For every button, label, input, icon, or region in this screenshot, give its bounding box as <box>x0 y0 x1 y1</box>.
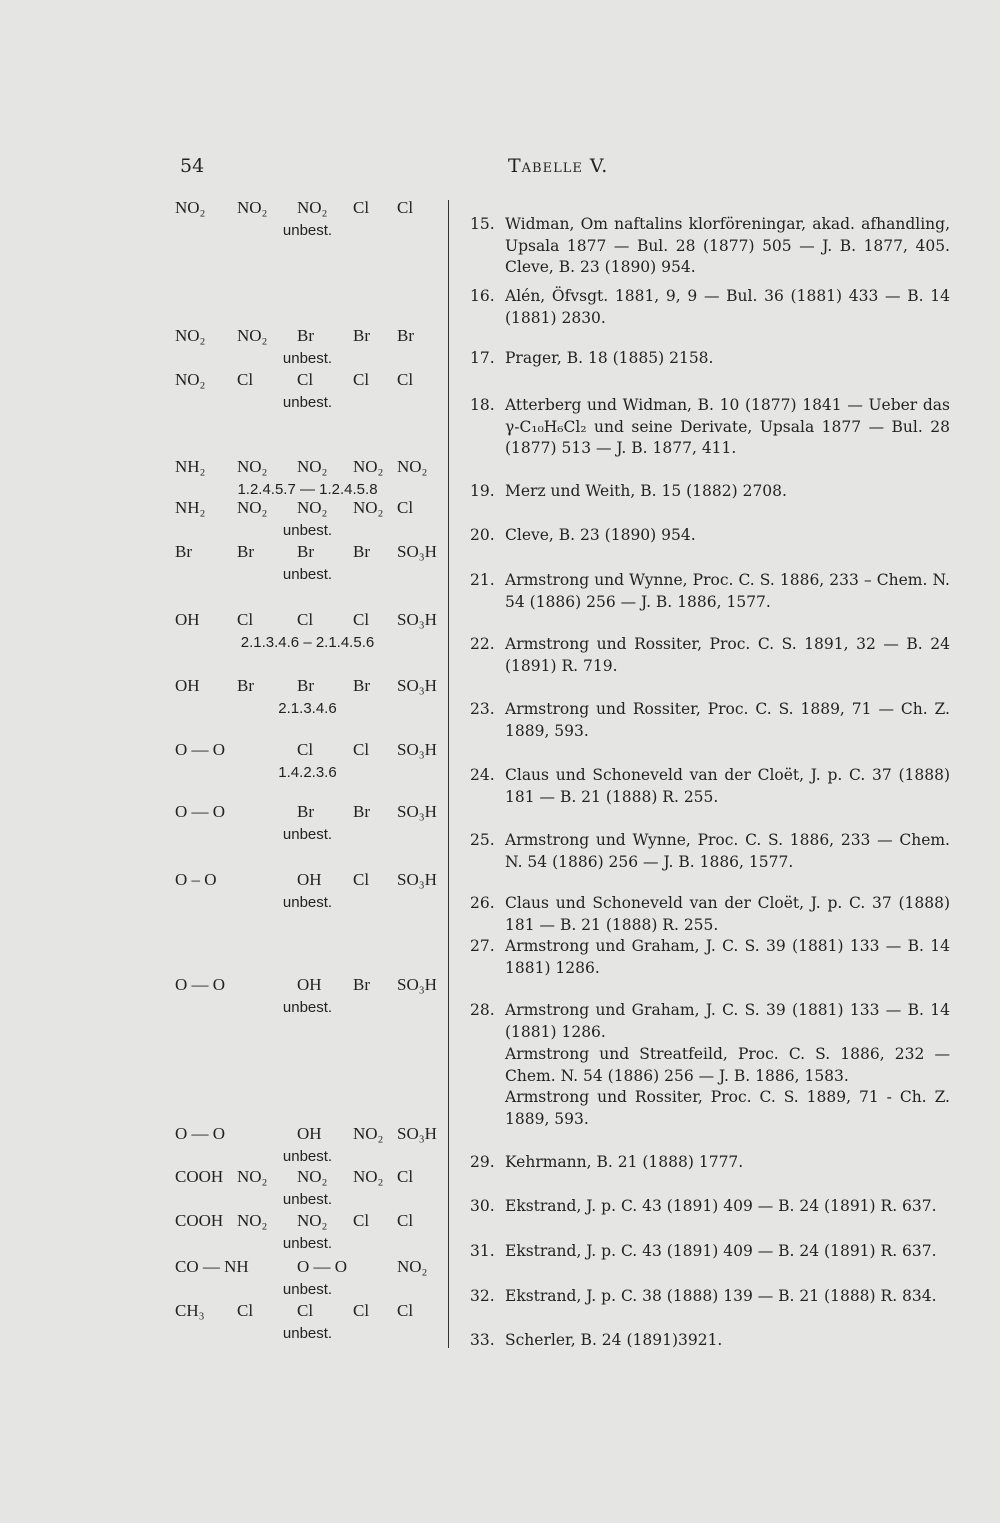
formula-cell: Cl <box>353 610 370 629</box>
formula-cell: Cl <box>297 370 314 389</box>
reference-text: Armstrong und Rossiter, Proc. C. S. 1891, 32 — B. 24 (1891) R. 719. <box>505 635 950 675</box>
formula-cell: Br <box>353 676 370 695</box>
formula-cell: Br <box>353 975 370 994</box>
reference-number: 15. <box>470 215 495 233</box>
formula-row <box>175 975 440 999</box>
formula-cell: SO₃H <box>397 542 437 561</box>
formula-cell: Cl <box>353 870 370 889</box>
reference-text: Ekstrand, J. p. C. 43 (1891) 409 — B. 24 (1891) R. 637. <box>505 1197 937 1215</box>
reference-text: Ekstrand, J. p. C. 38 (1888) 139 — B. 21 (1888) R. 834. <box>505 1287 937 1305</box>
formula-row <box>175 676 440 700</box>
formula-cell: Cl <box>237 610 254 629</box>
formula-cell: SO₃H <box>397 802 437 821</box>
formula-cell: OH <box>297 1124 322 1143</box>
formula-cell: Cl <box>353 1211 370 1230</box>
formula-cell: SO₃H <box>397 1124 437 1143</box>
reference-number: 24. <box>470 766 495 784</box>
page-number: 54 <box>180 155 205 177</box>
reference-number: 29. <box>470 1153 495 1171</box>
reference-text: Armstrong und Streatfeild, Proc. C. S. 1886, 232 — Chem. N. 54 (1886) 256 — J. B. 1886, 1583. <box>505 1045 950 1085</box>
formula-cell: SO₃H <box>397 610 437 629</box>
formula-row <box>175 610 440 634</box>
formula-cell: NO₂ <box>237 457 268 476</box>
reference-text: Ekstrand, J. p. C. 43 (1891) 409 — B. 24 (1891) R. 637. <box>505 1242 937 1260</box>
formula-cell: COOH <box>175 1211 224 1230</box>
formula-cell: NO₂ <box>353 498 384 517</box>
formula-note: unbest. <box>282 1235 333 1252</box>
formula-note: unbest. <box>282 826 333 843</box>
formula-cell: NO₂ <box>175 198 206 217</box>
reference-number: 22. <box>470 635 495 653</box>
reference-text: Armstrong und Graham, J. C. S. 39 (1881) 133 — B. 14 (1881) 1286. <box>505 1001 950 1041</box>
reference-number: 23. <box>470 700 495 718</box>
formula-row <box>175 1211 440 1235</box>
formula-note: unbest. <box>282 222 333 239</box>
formula-row <box>175 1167 440 1191</box>
formula-cell: Br <box>297 676 314 695</box>
reference-number: 26. <box>470 894 495 912</box>
formula-cell: Cl <box>297 610 314 629</box>
formula-cell: NO₂ <box>397 457 428 476</box>
formula-cell: NO₂ <box>175 326 206 345</box>
formula-note: unbest. <box>282 999 333 1016</box>
formula-cell: Br <box>297 326 314 345</box>
formula-cell: NO₂ <box>297 1167 328 1186</box>
reference-number: 16. <box>470 287 495 305</box>
formula-cell: CH₃ <box>175 1301 205 1320</box>
reference-text: Merz und Weith, B. 15 (1882) 2708. <box>505 482 787 500</box>
formula-cell: Cl <box>397 1167 414 1186</box>
formula-cell: Cl <box>397 1301 414 1320</box>
formula-cell: Cl <box>397 370 414 389</box>
formula-cell: NO₂ <box>237 1211 268 1230</box>
reference-number: 31. <box>470 1242 495 1260</box>
reference-text: Armstrong und Graham, J. C. S. 39 (1881) 133 — B. 14 1881) 1286. <box>505 937 950 977</box>
formula-cell: Cl <box>353 1301 370 1320</box>
formula-cell: NO₂ <box>353 1167 384 1186</box>
formula-cell: COOH <box>175 1167 224 1186</box>
formula-cell: Br <box>297 542 314 561</box>
formula-row <box>175 198 440 222</box>
formula-cell: Cl <box>297 1301 314 1320</box>
reference-number: 30. <box>470 1197 495 1215</box>
formula-cell: NO₂ <box>297 498 328 517</box>
formula-row <box>175 370 440 394</box>
reference-number: 25. <box>470 831 495 849</box>
formula-cell: Cl <box>353 740 370 759</box>
formula-cell: O — O <box>175 975 226 994</box>
formula-cell: NO₂ <box>237 1167 268 1186</box>
formula-note: 2.1.3.4.6 – 2.1.4.5.6 <box>240 634 375 651</box>
formula-cell: Cl <box>237 370 254 389</box>
formula-cell: NO₂ <box>297 457 328 476</box>
formula-cell: NO₂ <box>175 370 206 389</box>
reference-text: Scherler, B. 24 (1891)3921. <box>505 1331 723 1349</box>
formula-cell: OH <box>175 610 200 629</box>
reference-text: Armstrong und Wynne, Proc. C. S. 1886, 233 — Chem. N. 54 (1886) 256 — J. B. 1886, 1577. <box>505 831 950 871</box>
reference-text: Armstrong und Wynne, Proc. C. S. 1886, 233 – Chem. N. 54 (1886) 256 — J. B. 1886, 1577. <box>505 571 950 611</box>
formula-cell: Cl <box>353 198 370 217</box>
reference-number: 33. <box>470 1331 495 1349</box>
formula-row <box>175 457 440 481</box>
reference-text: Atterberg und Widman, B. 10 (1877) 1841 — Ueber das γ-C₁₀H₆Cl₂ und seine Derivate, Upsala 1877 — Bul. 28 (1877) 513 — J. B. 1877, 411. <box>505 396 950 458</box>
formula-row <box>175 802 440 826</box>
formula-note: unbest. <box>282 350 333 367</box>
formula-note: unbest. <box>282 1191 333 1208</box>
formula-row <box>175 1301 440 1325</box>
formula-note: unbest. <box>282 566 333 583</box>
formula-note: unbest. <box>282 1281 333 1298</box>
formula-cell: SO₃H <box>397 676 437 695</box>
reference-text: Claus und Schoneveld van der Cloët, J. p. C. 37 (1888) 181 — B. 21 (1888) R. 255. <box>505 766 950 806</box>
formula-row <box>175 542 440 566</box>
reference-number: 21. <box>470 571 495 589</box>
formula-cell: SO₃H <box>397 740 437 759</box>
reference-text: Prager, B. 18 (1885) 2158. <box>505 349 714 367</box>
formula-cell: NH₂ <box>175 498 206 517</box>
reference-text: Armstrong und Rossiter, Proc. C. S. 1889, 71 — Ch. Z. 1889, 593. <box>505 700 950 740</box>
reference-number: 18. <box>470 396 495 414</box>
reference-text: Armstrong und Rossiter, Proc. C. S. 1889, 71 - Ch. Z. 1889, 593. <box>505 1088 950 1128</box>
formula-note: unbest. <box>282 1148 333 1165</box>
formula-cell: OH <box>297 870 322 889</box>
reference-text: Cleve, B. 23 (1890) 954. <box>505 526 696 544</box>
formula-cell: OH <box>175 676 200 695</box>
formula-cell: O – O <box>175 870 217 889</box>
formula-cell: O — O <box>175 740 226 759</box>
formula-note: 1.4.2.3.6 <box>278 764 337 781</box>
formula-cell: SO₃H <box>397 870 437 889</box>
formula-row <box>175 1124 440 1148</box>
formula-cell: NO₂ <box>353 1124 384 1143</box>
formula-cell: O — O <box>175 1124 226 1143</box>
reference-number: 20. <box>470 526 495 544</box>
reference-number: 32. <box>470 1287 495 1305</box>
formula-cell: O — O <box>175 802 226 821</box>
formula-cell: NH₂ <box>175 457 206 476</box>
formula-note: 1.2.4.5.7 — 1.2.4.5.8 <box>237 481 378 498</box>
formula-row <box>175 498 440 522</box>
formula-cell: SO₃H <box>397 975 437 994</box>
formula-cell: Br <box>175 542 192 561</box>
reference-number: 27. <box>470 937 495 955</box>
formula-cell: Br <box>353 802 370 821</box>
reference-text: Widman, Om naftalins klorföreningar, akad. afhandling, Upsala 1877 — Bul. 28 (1877) 505 — J. B. 1877, 405. Cleve, B. 23 (1890) 954. <box>505 215 950 277</box>
formula-note: unbest. <box>282 894 333 911</box>
reference-text: Kehrmann, B. 21 (1888) 1777. <box>505 1153 744 1171</box>
reference-number: 17. <box>470 349 495 367</box>
formula-row <box>175 326 440 350</box>
column-divider <box>448 200 449 1348</box>
formula-cell: Br <box>297 802 314 821</box>
formula-cell: NO₂ <box>397 1257 428 1276</box>
formula-cell: NO₂ <box>237 198 268 217</box>
formula-cell: Br <box>397 326 414 345</box>
formula-cell: CO — NH <box>175 1257 249 1276</box>
reference-text: Claus und Schoneveld van der Cloët, J. p. C. 37 (1888) 181 — B. 21 (1888) R. 255. <box>505 894 950 934</box>
formula-cell: O — O <box>297 1257 348 1276</box>
formula-note: 2.1.3.4.6 <box>278 700 337 717</box>
page-title: Tabelle V. <box>508 155 609 177</box>
formula-cell: NO₂ <box>353 457 384 476</box>
formula-row <box>175 870 440 894</box>
formula-note: unbest. <box>282 522 333 539</box>
formula-cell: Cl <box>237 1301 254 1320</box>
reference-number: 19. <box>470 482 495 500</box>
formula-cell: Cl <box>297 740 314 759</box>
formula-row <box>175 740 440 764</box>
formula-note: unbest. <box>282 394 333 411</box>
formula-cell: Cl <box>353 370 370 389</box>
formula-cell: Br <box>237 676 254 695</box>
formula-cell: Cl <box>397 498 414 517</box>
formula-cell: Br <box>353 542 370 561</box>
formula-row <box>175 1257 440 1281</box>
formula-cell: Cl <box>397 198 414 217</box>
formula-cell: Cl <box>397 1211 414 1230</box>
formula-cell: Br <box>353 326 370 345</box>
formula-note: unbest. <box>282 1325 333 1342</box>
reference-text: Alén, Öfvsgt. 1881, 9, 9 — Bul. 36 (1881) 433 — B. 14 (1881) 2830. <box>505 287 950 327</box>
formula-cell: NO₂ <box>237 326 268 345</box>
formula-cell: NO₂ <box>237 498 268 517</box>
formula-cell: NO₂ <box>297 198 328 217</box>
reference-number: 28. <box>470 1001 495 1019</box>
formula-cell: NO₂ <box>297 1211 328 1230</box>
formula-cell: Br <box>237 542 254 561</box>
formula-cell: OH <box>297 975 322 994</box>
